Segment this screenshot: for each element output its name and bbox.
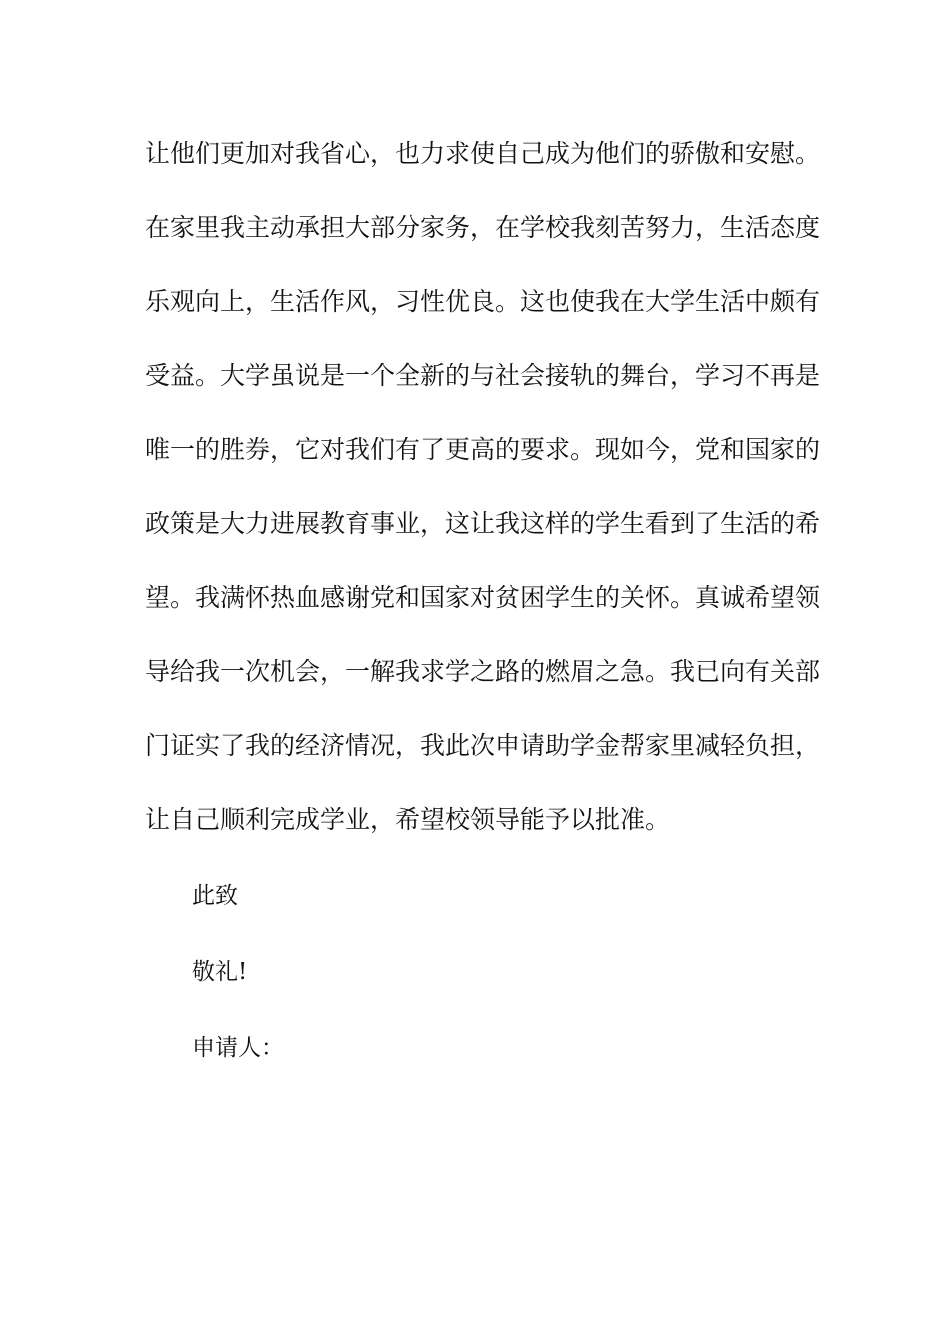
applicant-label: 申请人：	[192, 1035, 284, 1061]
letter-body	[145, 126, 821, 866]
closing-salutation-1: 此致	[192, 883, 238, 909]
body-line: 门证实了我的经济情况，我此次申请助学金帮家里减轻负担，	[145, 731, 821, 760]
body-line: 让自己顺利完成学业，希望校领导能予以批准。	[145, 805, 671, 834]
body-line: 望。我满怀热血感谢党和国家对贫困学生的关怀。真诚希望领	[145, 583, 821, 612]
body-line: 乐观向上，生活作风，习性优良。这也使我在大学生活中颇有	[145, 287, 821, 316]
body-line: 让他们更加对我省心，也力求使自己成为他们的骄傲和安慰。	[145, 139, 821, 168]
body-line: 唯一的胜券，它对我们有了更高的要求。现如今，党和国家的	[145, 435, 821, 464]
closing-salutation-2: 敬礼!	[192, 959, 248, 985]
letter-closing	[192, 866, 284, 1094]
body-line: 在家里我主动承担大部分家务，在学校我刻苦努力，生活态度	[145, 213, 821, 242]
body-line: 受益。大学虽说是一个全新的与社会接轨的舞台，学习不再是	[145, 361, 821, 390]
body-line: 政策是大力进展教育事业，这让我这样的学生看到了生活的希	[145, 509, 821, 538]
body-line: 导给我一次机会，一解我求学之路的燃眉之急。我已向有关部	[145, 657, 821, 686]
